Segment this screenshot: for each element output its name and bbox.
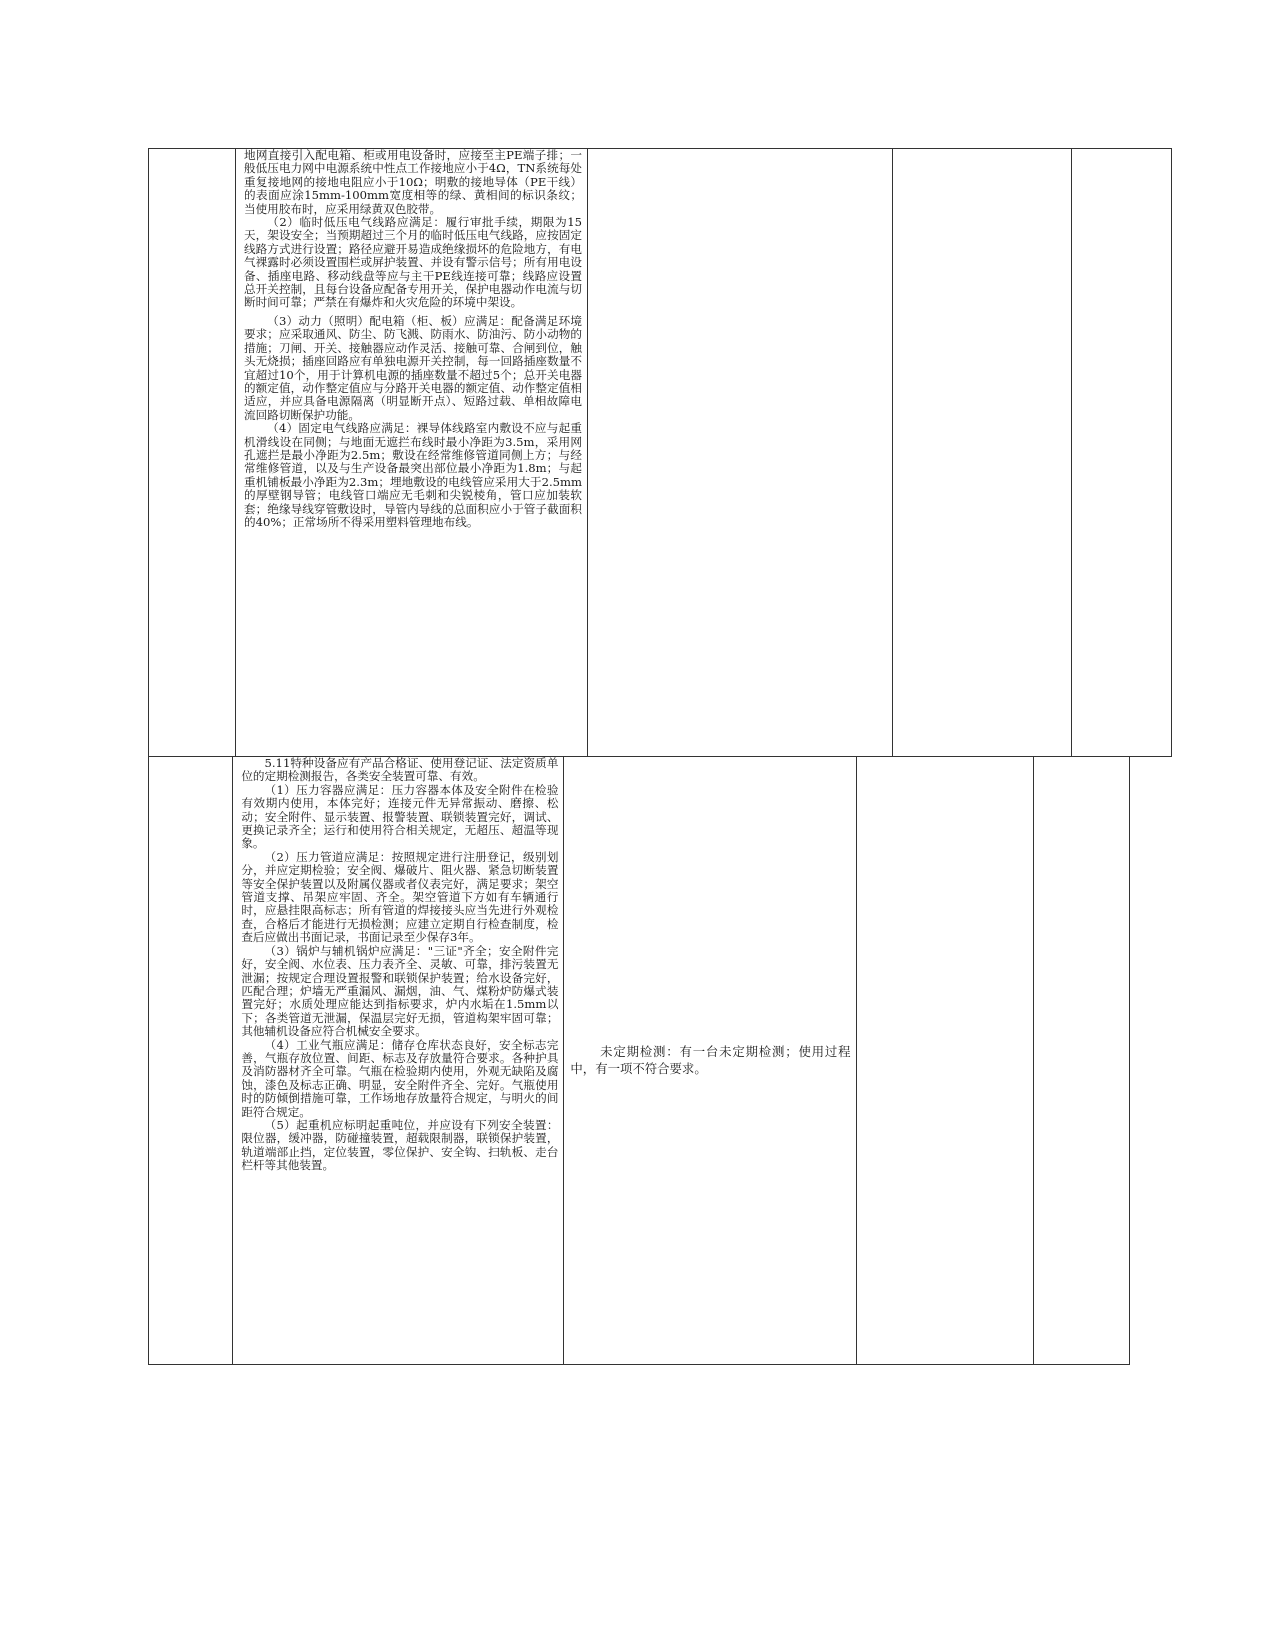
- table-row: [149, 757, 1130, 1365]
- requirement-paragraph: （3）动力（照明）配电箱（柜、板）应满足：配备满足环境要求；应采取通风、防尘、防飞溅、防雨水、防油污、防小动物的措施；刀闸、开关、接触器应动作灵活、接触可靠、合闸到位，触头无烧损；插座回路应有单独电源开关控制，每一回路插座数量不宜超过10个，用于计算机电源的插座数量不超过5个；总开关电器的额定值，动作整定值应与分路开关电器的额定值、动作整定值相适应，并应具备电源隔离（明显断开点）、短路过载、单相故障电流回路切断保护功能。: [243, 313, 582, 422]
- requirement-paragraph: 5.11特种设备应有产品合格证、使用登记证、法定资质单位的定期检测报告，各类安全装置可靠、有效。: [241, 756, 559, 784]
- requirement-paragraph: （5）起重机应标明起重吨位，并应设有下列安全装置：限位器，缓冲器，防碰撞装置，超载限制器，联锁保护装置，轨道端部止挡，定位装置，零位保护、安全钩、扫轨板、走台栏杆等其他装置。: [241, 1117, 559, 1173]
- requirement-paragraph: （4）工业气瓶应满足：储存仓库状态良好，安全标志完善，气瓶存放位置、间距、标志及存放量符合要求。各种护具及消防器材齐全可靠。气瓶在检验期内使用，外观无缺陷及腐蚀，漆色及标志正确、明显，安全附件齐全、完好。气瓶使用时的防倾倒措施可靠，工作场地存放量符合规定，与明火的间距符合规定。: [241, 1037, 559, 1119]
- requirement-paragraph: （3）锅炉与辅机锅炉应满足："三证"齐全；安全附件完好，安全阀、水位表、压力表齐全、灵敏、可靠，排污装置无泄漏；按规定合理设置报警和联锁保护装置；给水设备完好，匹配合理；炉墙无严重漏风、漏烟，油、气、煤粉炉防爆式装置完好；水质处理应能达到指标要求，炉内水垢在1.5mm以下；各类管道无泄漏，保温层完好无损，管道构架牢固可靠；其他辅机设备应符合机械安全要求。: [241, 943, 559, 1039]
- requirement-paragraph: （2）压力管道应满足：按照规定进行注册登记，级别划分，并应定期检验；安全阀、爆破片、阻火器、紧急切断装置等安全保护装置以及附属仪器或者仪表完好，满足要求；架空管道支撑、吊架应牢固、齐全。架空管道下方如有车辆通行时，应悬挂限高标志；所有管道的焊接接头应当先进行外观检查，合格后才能进行无损检测；应建立定期自行检查制度，检查后应做出书面记录，书面记录至少保存3年。: [241, 849, 559, 945]
- requirement-paragraph: （4）固定电气线路应满足：裸导体线路室内敷设不应与起重机滑线设在同侧；与地面无遮拦布线时最小净距为3.5m，采用网孔遮拦是最小净距为2.5m；敷设在经常维修管道同侧上方；与经常维修管道，以及与生产设备最突出部位最小净距为1.8m；与起重机铺板最小净距为2.3m；埋地敷设的电线管应采用大于2.5mm的厚壁钢导管；电线管口端应无毛刺和尖锐棱角，管口应加装软套；绝缘导线穿管敷设时，导管内导线的总面积应小于管子截面积的40%；正常场所不得采用塑料管理地布线。: [243, 421, 582, 529]
- requirement-cell: [233, 757, 564, 1365]
- finding-text: [564, 1043, 856, 1077]
- table-row: [149, 149, 1172, 757]
- requirement-paragraph: （1）压力容器应满足：压力容器本体及安全附件在检验有效期内使用，本体完好；连接元件无异常振动、磨擦、松动；安全附件、显示装置、报警装置、联锁装置完好，调试、更换记录齐全；运行和使用符合相关规定，无超压、超温等现象。: [241, 782, 559, 851]
- finding-cell: [588, 149, 893, 757]
- requirement-text: [233, 757, 563, 1173]
- requirement-cell: [235, 149, 587, 757]
- item-cell: [149, 757, 233, 1365]
- finding-cell: [564, 757, 857, 1365]
- requirement-paragraph: 地网直接引入配电箱、柜或用电设备时，应接至主PE端子排；一般低压电力网中电源系统中性点工作接地应小于4Ω，TN系统每处重复接地网的接地电阻应小于10Ω；明敷的接地导体（PE干线）的表面应涂15mm-100mm宽度相等的绿、黄相间的标识条纹；当使用胶布时，应采用绿黄双色胶带。: [243, 148, 582, 216]
- requirement-paragraph: （2）临时低压电气线路应满足：履行审批手续，期限为15天，架设安全；当预期超过三个月的临时低压电气线路，应按固定线路方式进行设置；路径应避开易造成绝缘损坏的危险地方，有电气裸露时必须设置围栏或屏护装置、并设有警示信号；所有用电设备、插座电路、移动线盘等应与主干PE线连接可靠；线路应设置总开关控制，且每台设备应配备专用开关，保护电器动作电流与切断时间可靠；严禁在有爆炸和火灾危险的环境中架设。: [243, 215, 582, 310]
- score-cell: [893, 149, 1071, 757]
- score-cell: [857, 757, 1034, 1365]
- remark-cell: [1071, 149, 1171, 757]
- requirement-text: [236, 149, 587, 529]
- remark-cell: [1034, 757, 1130, 1365]
- finding-paragraph: 未定期检测：有一台未定期检测；使用过程中，有一项不符合要求。: [570, 1044, 851, 1076]
- inspection-table-1: [148, 148, 1172, 757]
- inspection-table-2: [148, 756, 1130, 1365]
- item-cell: [149, 149, 236, 757]
